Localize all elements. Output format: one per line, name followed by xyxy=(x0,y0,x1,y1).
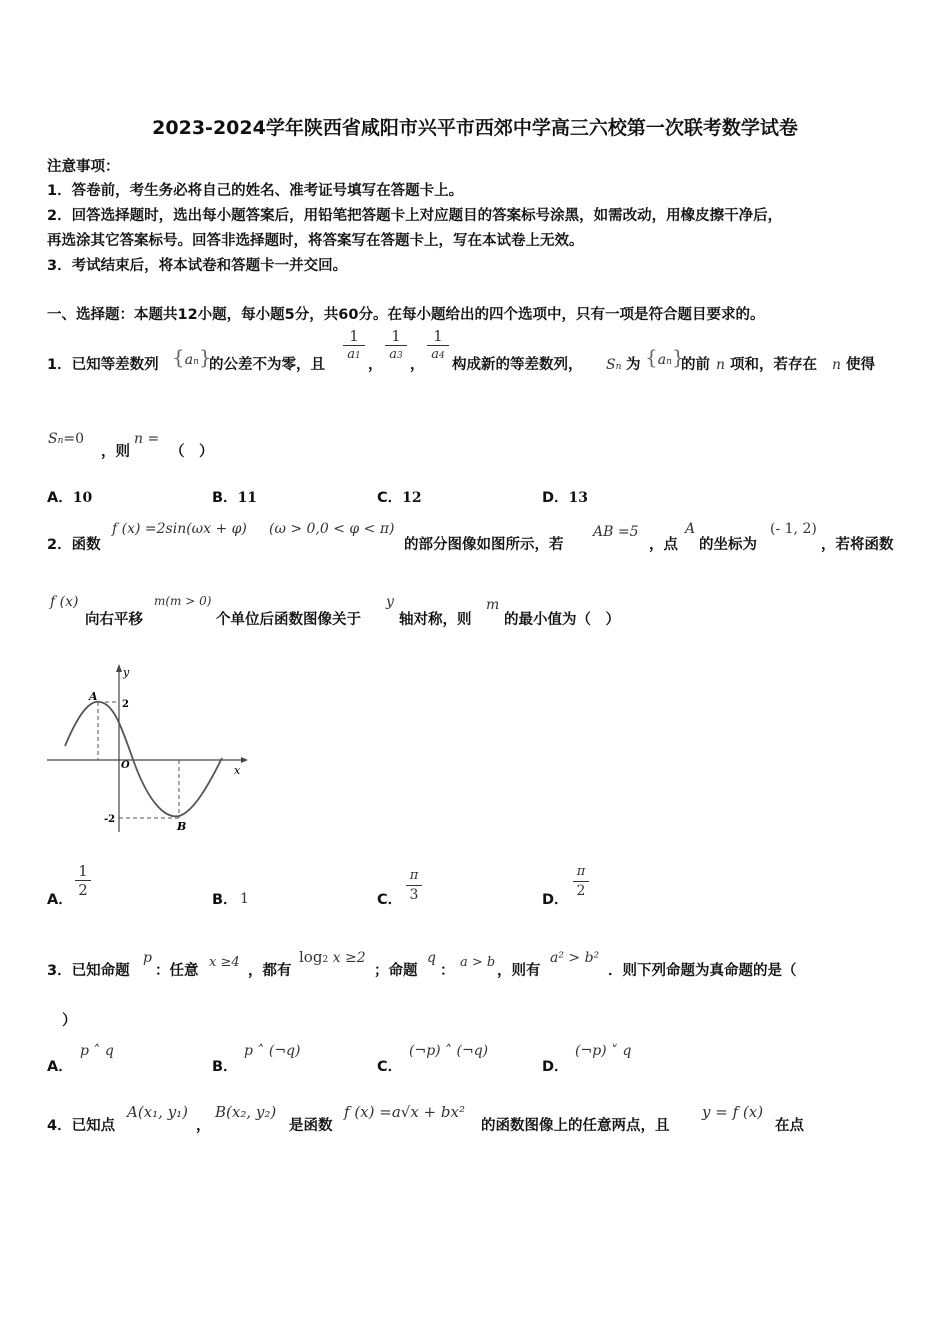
q1-comma-2: ， xyxy=(410,357,425,373)
q4-function: f (x) =a√x + bx² xyxy=(344,1103,465,1121)
graph-label-A: A xyxy=(89,690,98,703)
q3-p: p xyxy=(143,950,152,966)
x-axis-arrow xyxy=(241,757,248,763)
graph-label-y: y xyxy=(123,666,130,679)
q2-option-a-label[interactable]: A． xyxy=(47,892,73,908)
q2-m: m xyxy=(486,597,500,613)
q3-text-3: ，都有 xyxy=(248,963,292,979)
q3-option-b[interactable]: p ˄ (¬q) xyxy=(244,1043,301,1059)
q2-text-8: 轴对称，则 xyxy=(399,612,472,628)
q4-y-fx: y = f (x) xyxy=(702,1103,764,1121)
q2-text-5: ，若将函数 xyxy=(821,537,894,553)
q3-a-gt-b: a > b xyxy=(460,955,496,970)
q4-text-2: 是函数 xyxy=(289,1118,333,1134)
q1-n-2: n xyxy=(832,357,842,373)
q3-option-d-label[interactable]: D． xyxy=(542,1059,569,1075)
q3-text-6: ，则有 xyxy=(497,963,541,979)
q1-frac-a3: $\frac{1}{a3}$ xyxy=(385,327,407,365)
q2-text-3: ，点 xyxy=(649,537,678,553)
graph-label-B: B xyxy=(177,820,187,833)
sine-curve xyxy=(65,702,222,817)
q1-text-7: 使得 xyxy=(846,357,875,373)
q2-text-6: 向右平移 xyxy=(85,612,143,628)
q2-AB: AB =5 xyxy=(593,524,639,540)
q3-a2-gt-b2: a² > b² xyxy=(550,950,600,966)
q1-seq-an-2: {an} xyxy=(645,345,685,369)
q1-seq-an: {an} xyxy=(172,345,212,369)
page-title: 2023-2024学年陕西省咸阳市兴平市西郊中学高三六校第一次联考数学试卷 xyxy=(152,117,798,139)
graph-label-2: 2 xyxy=(122,699,129,710)
q1-Sn-eq: Sn=0 xyxy=(48,431,85,447)
q2-m-cond: m(m > 0) xyxy=(154,594,212,608)
q1-text-5: 的前 xyxy=(681,357,710,373)
notice-item-3: 3．考试结束后，将本试卷和答题卡一并交回。 xyxy=(47,258,348,274)
q4-point-A: A(x₁, y₁) xyxy=(127,1103,189,1121)
q2-graph xyxy=(45,662,250,837)
section-heading: 一、选择题：本题共12小题，每小题5分，共60分。在每小题给出的四个选项中，只有一项是符合题目要求的。 xyxy=(47,307,765,323)
q2-lead: 2．函数 xyxy=(47,537,101,553)
q2-text-7: 个单位后函数图像关于 xyxy=(216,612,361,628)
q3-option-b-label[interactable]: B． xyxy=(212,1059,238,1075)
graph-label-x: x xyxy=(234,764,241,777)
q2-option-c[interactable]: $\frac{\pi}{3}$ xyxy=(406,867,422,904)
q1-option-d[interactable]: D．13 xyxy=(542,490,589,506)
q2-text-4: 的坐标为 xyxy=(699,537,757,553)
q3-text-4: ；命题 xyxy=(374,963,418,979)
q3-lead: 3．已知命题 xyxy=(47,963,130,979)
q3-option-d[interactable]: (¬p) ˅ q xyxy=(575,1043,632,1059)
q1-text-6: 项和，若存在 xyxy=(730,357,817,373)
q1-n-1: n xyxy=(716,357,726,373)
q1-option-b[interactable]: B．11 xyxy=(212,490,258,506)
q3-option-c[interactable]: (¬p) ˄ (¬q) xyxy=(409,1043,489,1059)
q1-text-8: ，则 xyxy=(101,444,130,460)
graph-label-O: O xyxy=(121,760,130,771)
q2-text-9: 的最小值为（ ） xyxy=(504,612,620,628)
q2-text-2: 的部分图像如图所示，若 xyxy=(404,537,564,553)
q3-log: log2 x ≥2 xyxy=(299,948,366,966)
q1-text-4: 为 xyxy=(626,357,641,373)
q2-y: y xyxy=(386,594,394,610)
q3-option-a-label[interactable]: A． xyxy=(47,1059,73,1075)
q2-condition: (ω > 0,0 < φ < π) xyxy=(269,521,395,537)
q2-option-b-label[interactable]: B． xyxy=(212,892,238,908)
notice-item-2a: 2．回答选择题时，选出每小题答案后，用铅笔把答题卡上对应题目的答案标号涂黑，如需改动，用橡皮擦干净后， xyxy=(47,208,783,224)
q4-text-3: 的函数图像上的任意两点，且 xyxy=(481,1118,670,1134)
q3-option-a[interactable]: p ˄ q xyxy=(80,1043,114,1059)
q1-n-eq: n = xyxy=(134,431,160,447)
q2-point-A: A xyxy=(685,521,696,537)
q3-text-2: ：任意 xyxy=(155,963,199,979)
q4-lead: 4．已知点 xyxy=(47,1118,116,1134)
q2-coord: (- 1, 2) xyxy=(770,521,817,537)
q2-option-a[interactable]: $\frac{1}{2}$ xyxy=(75,862,91,899)
q1-text-2: 的公差不为零，且 xyxy=(209,357,325,373)
q1-Sn: Sn xyxy=(606,357,622,373)
q1-text-3: 构成新的等差数列， xyxy=(452,357,583,373)
q1-comma-1: ， xyxy=(368,357,383,373)
q4-comma: ， xyxy=(196,1118,211,1134)
q4-text-4: 在点 xyxy=(775,1118,804,1134)
graph-label-neg2: -2 xyxy=(104,814,116,825)
notice-item-1: 1．答卷前，考生务必将自己的姓名、准考证号填写在答题卡上。 xyxy=(47,183,464,199)
q3-text-7: ．则下列命题为真命题的是（ xyxy=(608,963,797,979)
q1-option-a[interactable]: A．10 xyxy=(47,490,93,506)
q4-point-B: B(x₂, y₂) xyxy=(215,1103,277,1121)
q2-option-b[interactable]: 1 xyxy=(240,891,249,907)
q1-frac-a4: $\frac{1}{a4}$ xyxy=(427,327,449,365)
q1-frac-a1: $\frac{1}{a1}$ xyxy=(343,327,365,365)
y-axis-arrow xyxy=(116,664,122,672)
q2-option-d[interactable]: $\frac{\pi}{2}$ xyxy=(573,863,589,900)
q3-q: q xyxy=(427,950,436,966)
q1-lead: 1．已知等差数列 xyxy=(47,357,159,373)
q2-option-d-label[interactable]: D． xyxy=(542,892,569,908)
q1-paren: （ ） xyxy=(170,444,214,460)
q2-fx: f (x) xyxy=(50,594,79,610)
q2-function: f (x) =2sin(ωx + φ) xyxy=(112,521,247,537)
q2-option-c-label[interactable]: C． xyxy=(377,892,403,908)
notice-heading: 注意事项： xyxy=(47,159,120,175)
notice-item-2b: 再选涂其它答案标号。回答非选择题时，将答案写在答题卡上，写在本试卷上无效。 xyxy=(47,233,584,249)
q3-text-8: ） xyxy=(62,1013,77,1029)
q1-option-c[interactable]: C．12 xyxy=(377,490,422,506)
q3-text-5: ： xyxy=(440,963,455,979)
q3-option-c-label[interactable]: C． xyxy=(377,1059,403,1075)
q3-x-ge-4: x ≥4 xyxy=(209,955,240,970)
